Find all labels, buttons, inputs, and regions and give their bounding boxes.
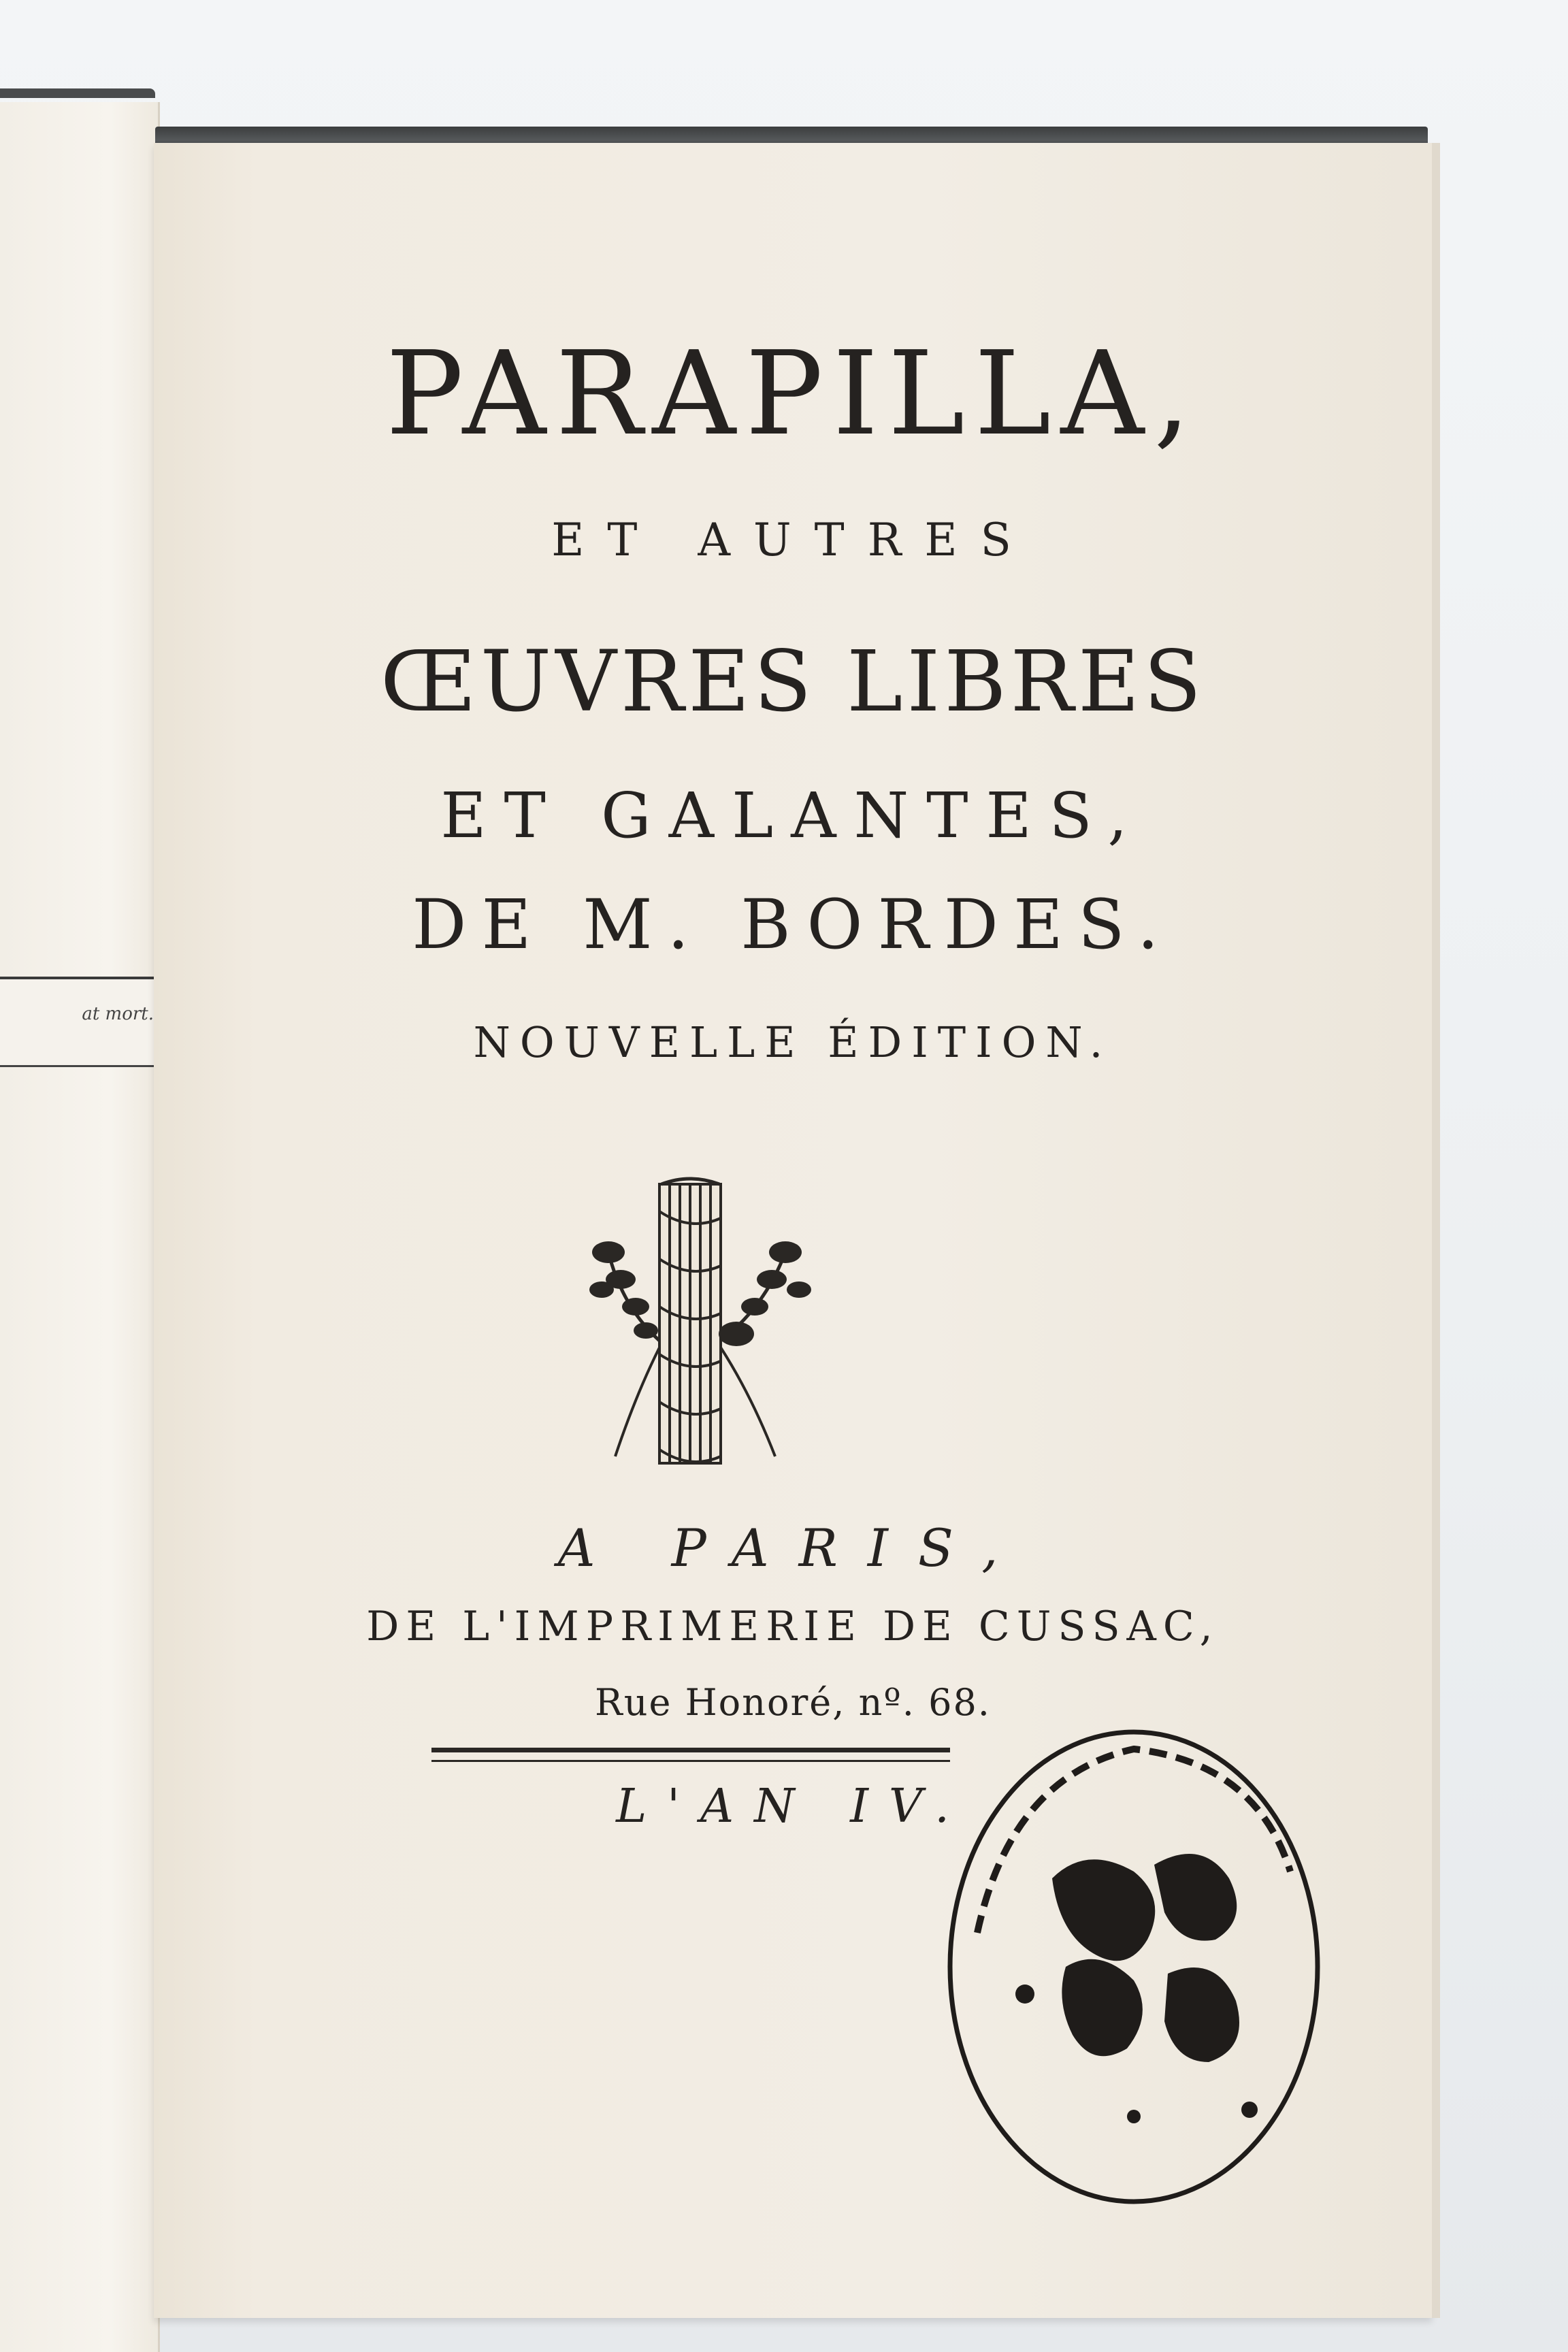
- date-line: L'AN IV.: [616, 1780, 970, 1833]
- divider-thin: [431, 1760, 950, 1762]
- printer-line: DE L'IMPRIMERIE DE CUSSAC,: [366, 1603, 1220, 1650]
- subtitle-et-autres: ET AUTRES: [551, 514, 1034, 566]
- author-line: DE M. BORDES.: [412, 885, 1174, 964]
- address-line: Rue Honoré, nº. 68.: [595, 1681, 991, 1724]
- book-title: PARAPILLA,: [385, 327, 1200, 461]
- divider-thick: [431, 1748, 950, 1752]
- city-line: A PARIS,: [557, 1518, 1028, 1578]
- library-stamp-icon: [930, 1708, 1338, 2225]
- subtitle-oeuvres-libres: ŒUVRES LIBRES: [380, 633, 1206, 731]
- left-page-fragment-text: at mort.: [82, 1004, 154, 1024]
- left-cover-edge: [0, 88, 155, 98]
- fasces-with-oak-branches-icon: [581, 1171, 833, 1490]
- left-page: [0, 102, 160, 2352]
- title-page: [154, 143, 1432, 2318]
- edition-line: NOUVELLE ÉDITION.: [473, 1017, 1113, 1067]
- subtitle-et-galantes: ET GALANTES,: [440, 779, 1145, 852]
